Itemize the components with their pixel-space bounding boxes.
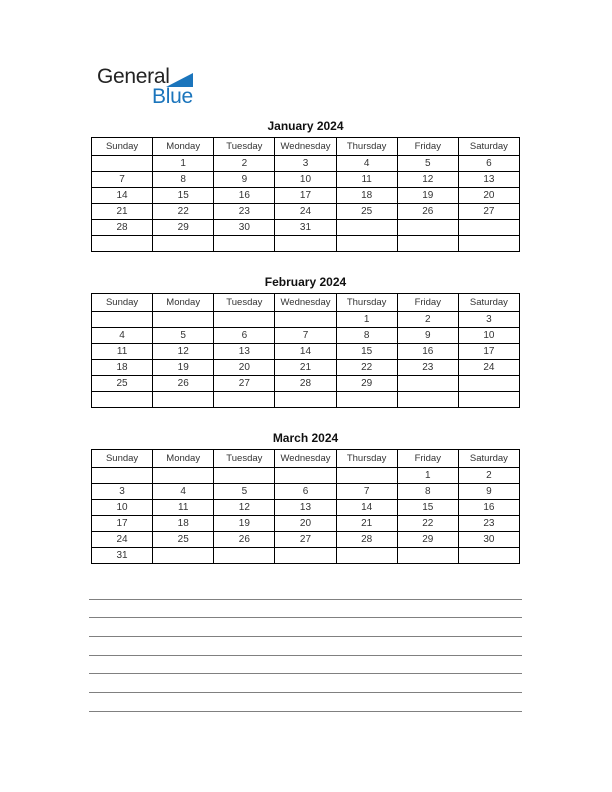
- day-cell: 21: [275, 360, 336, 376]
- empty-day-cell: [275, 548, 336, 564]
- month-block: [91, 276, 520, 408]
- day-cell: 22: [153, 204, 214, 220]
- empty-day-cell: [275, 392, 336, 408]
- empty-day-cell: [275, 312, 336, 328]
- empty-day-cell: [92, 312, 153, 328]
- weekday-header: Wednesday: [275, 294, 336, 312]
- day-cell: 9: [214, 172, 275, 188]
- weekday-header: Friday: [397, 450, 458, 468]
- weekday-header: Thursday: [336, 138, 397, 156]
- day-cell: 28: [275, 376, 336, 392]
- day-cell: 21: [92, 204, 153, 220]
- weekday-header: Tuesday: [214, 294, 275, 312]
- day-cell: 7: [275, 328, 336, 344]
- empty-day-cell: [336, 220, 397, 236]
- month-block: [91, 120, 520, 252]
- day-cell: 28: [92, 220, 153, 236]
- day-cell: 26: [214, 532, 275, 548]
- week-row: [92, 328, 520, 344]
- week-row: [92, 360, 520, 376]
- day-cell: 20: [275, 516, 336, 532]
- empty-day-cell: [92, 468, 153, 484]
- empty-day-cell: [336, 392, 397, 408]
- note-line: [89, 637, 522, 656]
- day-cell: 11: [336, 172, 397, 188]
- week-row: [92, 468, 520, 484]
- week-row: [92, 392, 520, 408]
- weekday-header: Friday: [397, 138, 458, 156]
- week-row: [92, 376, 520, 392]
- weekday-header: Tuesday: [214, 450, 275, 468]
- day-cell: 18: [153, 516, 214, 532]
- weekday-header: Sunday: [92, 138, 153, 156]
- weekday-header: Thursday: [336, 450, 397, 468]
- day-cell: 22: [397, 516, 458, 532]
- day-cell: 17: [458, 344, 519, 360]
- empty-day-cell: [92, 236, 153, 252]
- day-cell: 6: [275, 484, 336, 500]
- day-cell: 13: [458, 172, 519, 188]
- empty-day-cell: [214, 548, 275, 564]
- day-cell: 3: [275, 156, 336, 172]
- month-title: March 2024: [272, 431, 339, 445]
- day-cell: 29: [153, 220, 214, 236]
- day-cell: 18: [92, 360, 153, 376]
- day-cell: 28: [336, 532, 397, 548]
- day-cell: 26: [153, 376, 214, 392]
- day-cell: 17: [275, 188, 336, 204]
- empty-day-cell: [397, 220, 458, 236]
- day-cell: 23: [214, 204, 275, 220]
- day-cell: 20: [214, 360, 275, 376]
- empty-day-cell: [397, 548, 458, 564]
- empty-day-cell: [397, 376, 458, 392]
- weekday-row: [92, 294, 520, 312]
- day-cell: 12: [214, 500, 275, 516]
- empty-day-cell: [458, 392, 519, 408]
- day-cell: 7: [92, 172, 153, 188]
- weekday-header: Sunday: [92, 450, 153, 468]
- day-cell: 30: [458, 532, 519, 548]
- weekday-header: Monday: [153, 450, 214, 468]
- week-row: [92, 532, 520, 548]
- empty-day-cell: [275, 236, 336, 252]
- day-cell: 10: [458, 328, 519, 344]
- note-line: [89, 656, 522, 675]
- day-cell: 26: [397, 204, 458, 220]
- day-cell: 16: [214, 188, 275, 204]
- note-line: [89, 618, 522, 637]
- month-table: [91, 449, 520, 564]
- day-cell: 4: [92, 328, 153, 344]
- empty-day-cell: [153, 392, 214, 408]
- empty-day-cell: [275, 468, 336, 484]
- week-row: [92, 344, 520, 360]
- day-cell: 18: [336, 188, 397, 204]
- day-cell: 9: [397, 328, 458, 344]
- day-cell: 15: [397, 500, 458, 516]
- day-cell: 15: [336, 344, 397, 360]
- week-row: [92, 500, 520, 516]
- day-cell: 7: [336, 484, 397, 500]
- empty-day-cell: [214, 312, 275, 328]
- week-row: [92, 220, 520, 236]
- empty-day-cell: [458, 548, 519, 564]
- day-cell: 16: [397, 344, 458, 360]
- day-cell: 19: [214, 516, 275, 532]
- note-line: [89, 693, 522, 712]
- week-row: [92, 484, 520, 500]
- day-cell: 2: [397, 312, 458, 328]
- week-row: [92, 312, 520, 328]
- day-cell: 1: [336, 312, 397, 328]
- day-cell: 23: [397, 360, 458, 376]
- day-cell: 14: [275, 344, 336, 360]
- day-cell: 5: [397, 156, 458, 172]
- empty-day-cell: [336, 548, 397, 564]
- week-row: [92, 172, 520, 188]
- week-row: [92, 204, 520, 220]
- day-cell: 13: [275, 500, 336, 516]
- day-cell: 16: [458, 500, 519, 516]
- day-cell: 24: [458, 360, 519, 376]
- day-cell: 27: [458, 204, 519, 220]
- day-cell: 10: [275, 172, 336, 188]
- weekday-header: Monday: [153, 294, 214, 312]
- day-cell: 5: [153, 328, 214, 344]
- day-cell: 25: [153, 532, 214, 548]
- day-cell: 17: [92, 516, 153, 532]
- day-cell: 27: [275, 532, 336, 548]
- empty-day-cell: [458, 236, 519, 252]
- logo-text-general: General: [97, 65, 170, 88]
- day-cell: 8: [153, 172, 214, 188]
- day-cell: 29: [336, 376, 397, 392]
- day-cell: 25: [92, 376, 153, 392]
- day-cell: 20: [458, 188, 519, 204]
- empty-day-cell: [92, 392, 153, 408]
- weekday-header: Wednesday: [275, 138, 336, 156]
- empty-day-cell: [214, 236, 275, 252]
- empty-day-cell: [153, 312, 214, 328]
- day-cell: 5: [214, 484, 275, 500]
- day-cell: 22: [336, 360, 397, 376]
- day-cell: 24: [92, 532, 153, 548]
- note-line: [89, 600, 522, 619]
- notes-area: [89, 581, 522, 712]
- day-cell: 24: [275, 204, 336, 220]
- weekday-header: Monday: [153, 138, 214, 156]
- empty-day-cell: [458, 376, 519, 392]
- weekday-header: Saturday: [458, 450, 519, 468]
- day-cell: 31: [275, 220, 336, 236]
- empty-day-cell: [153, 548, 214, 564]
- day-cell: 12: [397, 172, 458, 188]
- weekday-header: Sunday: [92, 294, 153, 312]
- day-cell: 11: [92, 344, 153, 360]
- day-cell: 12: [153, 344, 214, 360]
- day-cell: 9: [458, 484, 519, 500]
- day-cell: 8: [397, 484, 458, 500]
- month-title: February 2024: [264, 275, 347, 289]
- day-cell: 25: [336, 204, 397, 220]
- day-cell: 14: [92, 188, 153, 204]
- day-cell: 4: [153, 484, 214, 500]
- day-cell: 30: [214, 220, 275, 236]
- logo-text-blue: Blue: [152, 85, 193, 108]
- day-cell: 6: [458, 156, 519, 172]
- empty-day-cell: [336, 468, 397, 484]
- weekday-header: Saturday: [458, 138, 519, 156]
- day-cell: 31: [92, 548, 153, 564]
- month-table: [91, 137, 520, 252]
- day-cell: 19: [153, 360, 214, 376]
- weekday-header: Wednesday: [275, 450, 336, 468]
- week-row: [92, 156, 520, 172]
- day-cell: 29: [397, 532, 458, 548]
- empty-day-cell: [153, 236, 214, 252]
- weekday-header: Saturday: [458, 294, 519, 312]
- day-cell: 2: [214, 156, 275, 172]
- empty-day-cell: [397, 392, 458, 408]
- weekday-header: Tuesday: [214, 138, 275, 156]
- week-row: [92, 236, 520, 252]
- day-cell: 2: [458, 468, 519, 484]
- weekday-header: Thursday: [336, 294, 397, 312]
- month-table: [91, 293, 520, 408]
- weekday-header: Friday: [397, 294, 458, 312]
- note-line: [89, 674, 522, 693]
- note-line: [89, 581, 522, 600]
- day-cell: 4: [336, 156, 397, 172]
- empty-day-cell: [214, 392, 275, 408]
- week-row: [92, 188, 520, 204]
- day-cell: 8: [336, 328, 397, 344]
- day-cell: 11: [153, 500, 214, 516]
- empty-day-cell: [92, 156, 153, 172]
- week-row: [92, 548, 520, 564]
- month-block: [91, 432, 520, 564]
- day-cell: 1: [397, 468, 458, 484]
- empty-day-cell: [336, 236, 397, 252]
- weekday-row: [92, 450, 520, 468]
- week-row: [92, 516, 520, 532]
- day-cell: 1: [153, 156, 214, 172]
- day-cell: 19: [397, 188, 458, 204]
- day-cell: 13: [214, 344, 275, 360]
- day-cell: 15: [153, 188, 214, 204]
- day-cell: 6: [214, 328, 275, 344]
- day-cell: 3: [92, 484, 153, 500]
- day-cell: 3: [458, 312, 519, 328]
- month-title: January 2024: [267, 119, 344, 133]
- empty-day-cell: [397, 236, 458, 252]
- day-cell: 10: [92, 500, 153, 516]
- empty-day-cell: [153, 468, 214, 484]
- empty-day-cell: [458, 220, 519, 236]
- day-cell: 14: [336, 500, 397, 516]
- day-cell: 21: [336, 516, 397, 532]
- day-cell: 23: [458, 516, 519, 532]
- general-blue-logo: [97, 66, 207, 108]
- empty-day-cell: [214, 468, 275, 484]
- weekday-row: [92, 138, 520, 156]
- day-cell: 27: [214, 376, 275, 392]
